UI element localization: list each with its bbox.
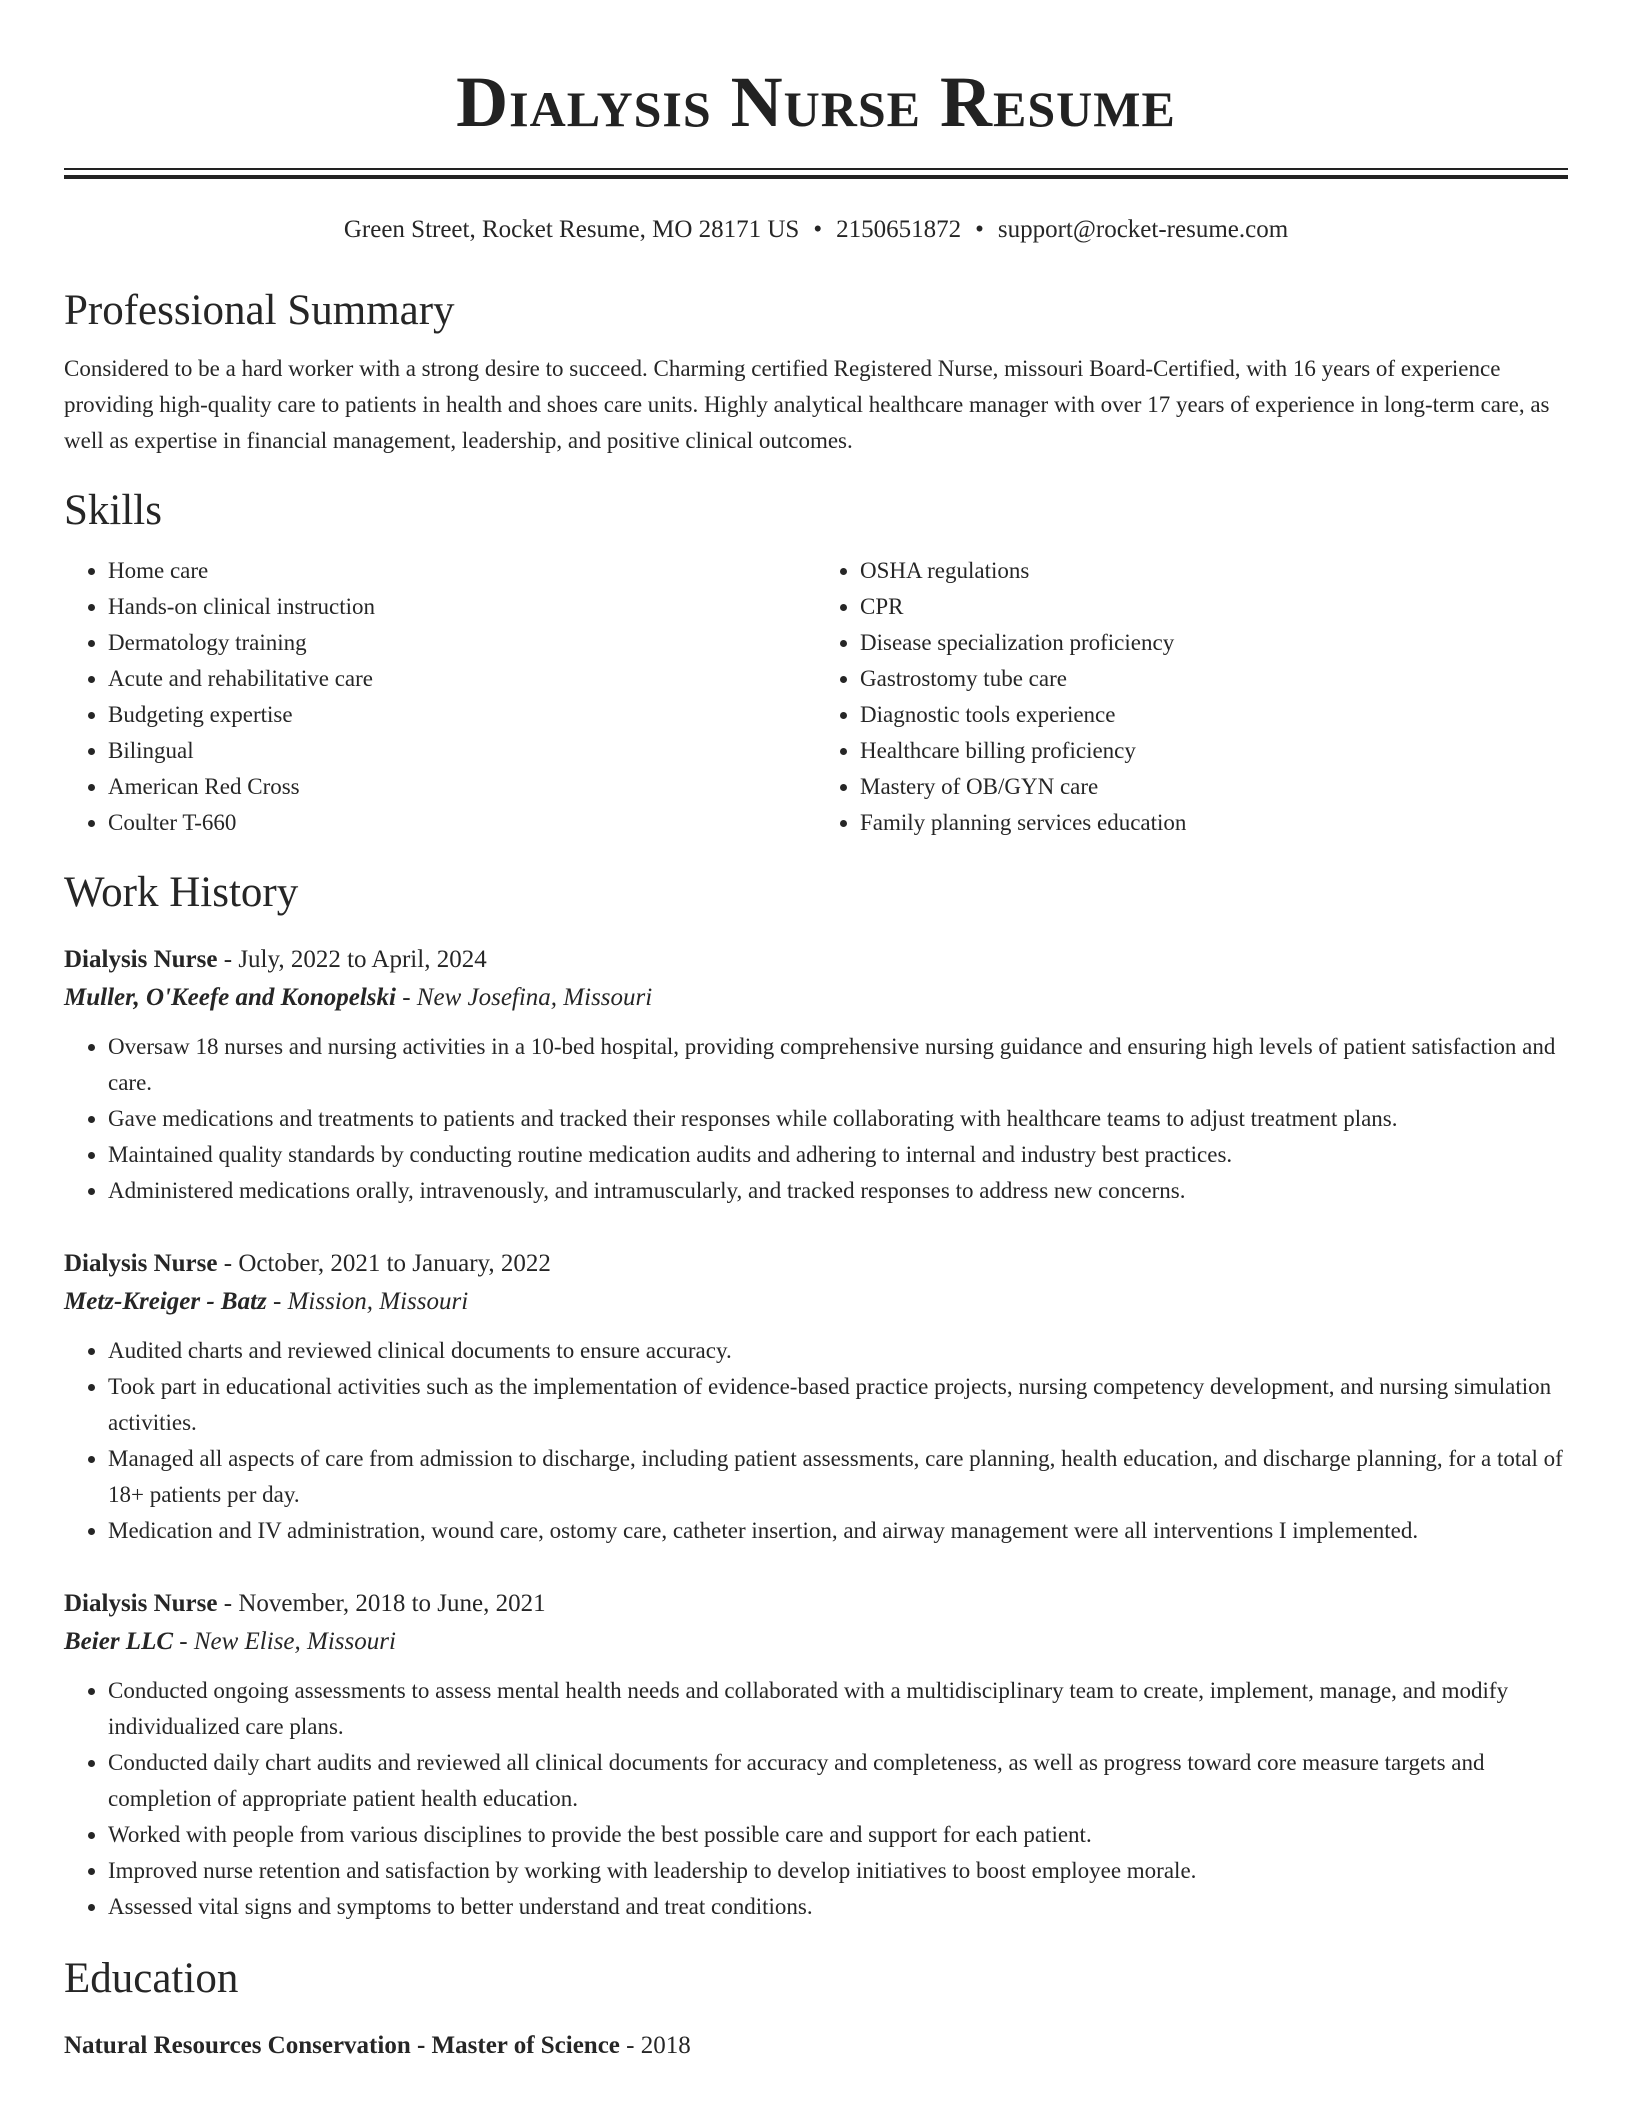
job-company-line: Muller, O'Keefe and Konopelski - New Josefina, Missouri <box>64 984 653 1011</box>
job-company: Beier LLC <box>64 1628 174 1655</box>
skill-item: • Budgeting expertise <box>108 697 816 733</box>
job-dates: November, 2018 to June, 2021 <box>238 1590 546 1617</box>
job-role: Dialysis Nurse <box>64 1590 218 1617</box>
skills-heading: Skills <box>64 487 162 534</box>
job-bullets <box>64 1673 1568 1925</box>
summary-heading: Professional Summary <box>64 287 455 334</box>
job-bullets <box>64 1333 1568 1549</box>
skill-item: • Family planning services education <box>860 805 1568 841</box>
contact-phone: 2150651872 <box>836 216 962 243</box>
job-location: Mission, Missouri <box>287 1288 469 1315</box>
job-bullet: • Worked with people from various disciplines to provide the best possible care and support for each patient. <box>108 1817 1568 1853</box>
job-company: Metz-Kreiger - Batz <box>64 1288 267 1315</box>
job-entry <box>64 941 1568 1209</box>
skill-item: • Hands-on clinical instruction <box>108 589 816 625</box>
job-role: Dialysis Nurse <box>64 946 218 973</box>
skill-item: • Dermatology training <box>108 625 816 661</box>
skills-column-right <box>816 553 1568 841</box>
skill-item: • Coulter T-660 <box>108 805 816 841</box>
job-bullet: • Conducted ongoing assessments to assess mental health needs and collaborated with a multidisciplinary team to create, implement, manage, and modify individualized care plans. <box>108 1673 1568 1745</box>
job-bullets <box>64 1029 1568 1209</box>
title-divider-thin <box>64 168 1568 170</box>
job-dates: July, 2022 to April, 2024 <box>238 946 487 973</box>
education-year: 2018 <box>640 2032 691 2059</box>
job-company: Muller, O'Keefe and Konopelski <box>64 984 396 1011</box>
job-bullet: • Assessed vital signs and symptoms to better understand and treat conditions. <box>108 1889 1568 1925</box>
job-title-line: Dialysis Nurse - November, 2018 to June, 2021 <box>64 1590 546 1617</box>
job-entry <box>64 1245 1568 1549</box>
job-location: New Josefina, Missouri <box>416 984 653 1011</box>
job-location: New Elise, Missouri <box>193 1628 396 1655</box>
education-heading: Education <box>64 1955 239 2002</box>
job-entry <box>64 1585 1568 1925</box>
job-bullet: • Managed all aspects of care from admission to discharge, including patient assessments, care planning, health education, and discharge planning, for a total of 18+ patients per day. <box>108 1441 1568 1513</box>
skills-list <box>64 553 1568 841</box>
job-title-line: Dialysis Nurse - October, 2021 to January, 2022 <box>64 1250 551 1277</box>
job-company-line: Beier LLC - New Elise, Missouri <box>64 1628 396 1655</box>
work-history-heading: Work History <box>64 869 299 916</box>
summary-text: Considered to be a hard worker with a strong desire to succeed. Charming certified Registered Nurse, missouri Board-Certified, with 16 years of experience providing high-quality care to patients in health and shoes care units. Highly analytical healthcare manager with over 17 years of experience in long-term care, as well as expertise in financial management, leadership, and positive clinical outcomes. <box>64 356 1550 453</box>
skill-item: • CPR <box>860 589 1568 625</box>
job-bullet: • Medication and IV administration, wound care, ostomy care, catheter insertion, and airway management were all interventions I implemented. <box>108 1513 1568 1549</box>
job-bullet: • Conducted daily chart audits and reviewed all clinical documents for accuracy and completeness, as well as progress toward core measure targets and completion of appropriate patient health education. <box>108 1745 1568 1817</box>
job-company-line: Metz-Kreiger - Batz - Mission, Missouri <box>64 1288 469 1315</box>
contact-address: Green Street, Rocket Resume, MO 28171 US <box>343 216 800 243</box>
title-divider-thick <box>64 175 1568 179</box>
resume-title: Dialysis Nurse Resume <box>456 62 1176 142</box>
skill-item: • American Red Cross <box>108 769 816 805</box>
contact-email: support@rocket-resume.com <box>997 216 1289 243</box>
skill-item: • Mastery of OB/GYN care <box>860 769 1568 805</box>
job-bullet: • Administered medications orally, intravenously, and intramuscularly, and tracked responses to address new concerns. <box>108 1173 1568 1209</box>
skill-item: • Home care <box>108 553 816 589</box>
skill-item: • Gastrostomy tube care <box>860 661 1568 697</box>
education-degree: Natural Resources Conservation - Master of Science <box>64 2032 620 2059</box>
job-bullet: • Took part in educational activities such as the implementation of evidence-based practice projects, nursing competency development, and nursing simulation activities. <box>108 1369 1568 1441</box>
skill-item: • Acute and rehabilitative care <box>108 661 816 697</box>
skill-item: • OSHA regulations <box>860 553 1568 589</box>
job-role: Dialysis Nurse <box>64 1250 218 1277</box>
job-dates: October, 2021 to January, 2022 <box>238 1250 551 1277</box>
job-bullet: • Audited charts and reviewed clinical documents to ensure accuracy. <box>108 1333 1568 1369</box>
skill-item: • Diagnostic tools experience <box>860 697 1568 733</box>
skills-column-left <box>64 553 816 841</box>
job-bullet: • Gave medications and treatments to patients and tracked their responses while collaborating with healthcare teams to adjust treatment plans. <box>108 1101 1568 1137</box>
skill-item: • Healthcare billing proficiency <box>860 733 1568 769</box>
job-bullet: • Oversaw 18 nurses and nursing activities in a 10-bed hospital, providing comprehensive nursing guidance and ensuring high levels of patient satisfaction and care. <box>108 1029 1568 1101</box>
contact-separator: • <box>975 216 984 243</box>
job-bullet: • Maintained quality standards by conducting routine medication audits and adhering to internal and industry best practices. <box>108 1137 1568 1173</box>
contact-separator: • <box>813 216 823 243</box>
skill-item: • Disease specialization proficiency <box>860 625 1568 661</box>
education-entry: Natural Resources Conservation - Master of Science - 2018 <box>64 2032 691 2059</box>
job-title-line: Dialysis Nurse - July, 2022 to April, 2024 <box>64 946 487 973</box>
contact-line <box>64 215 1568 245</box>
job-bullet: • Improved nurse retention and satisfaction by working with leadership to develop initiatives to boost employee morale. <box>108 1853 1568 1889</box>
skill-item: • Bilingual <box>108 733 816 769</box>
